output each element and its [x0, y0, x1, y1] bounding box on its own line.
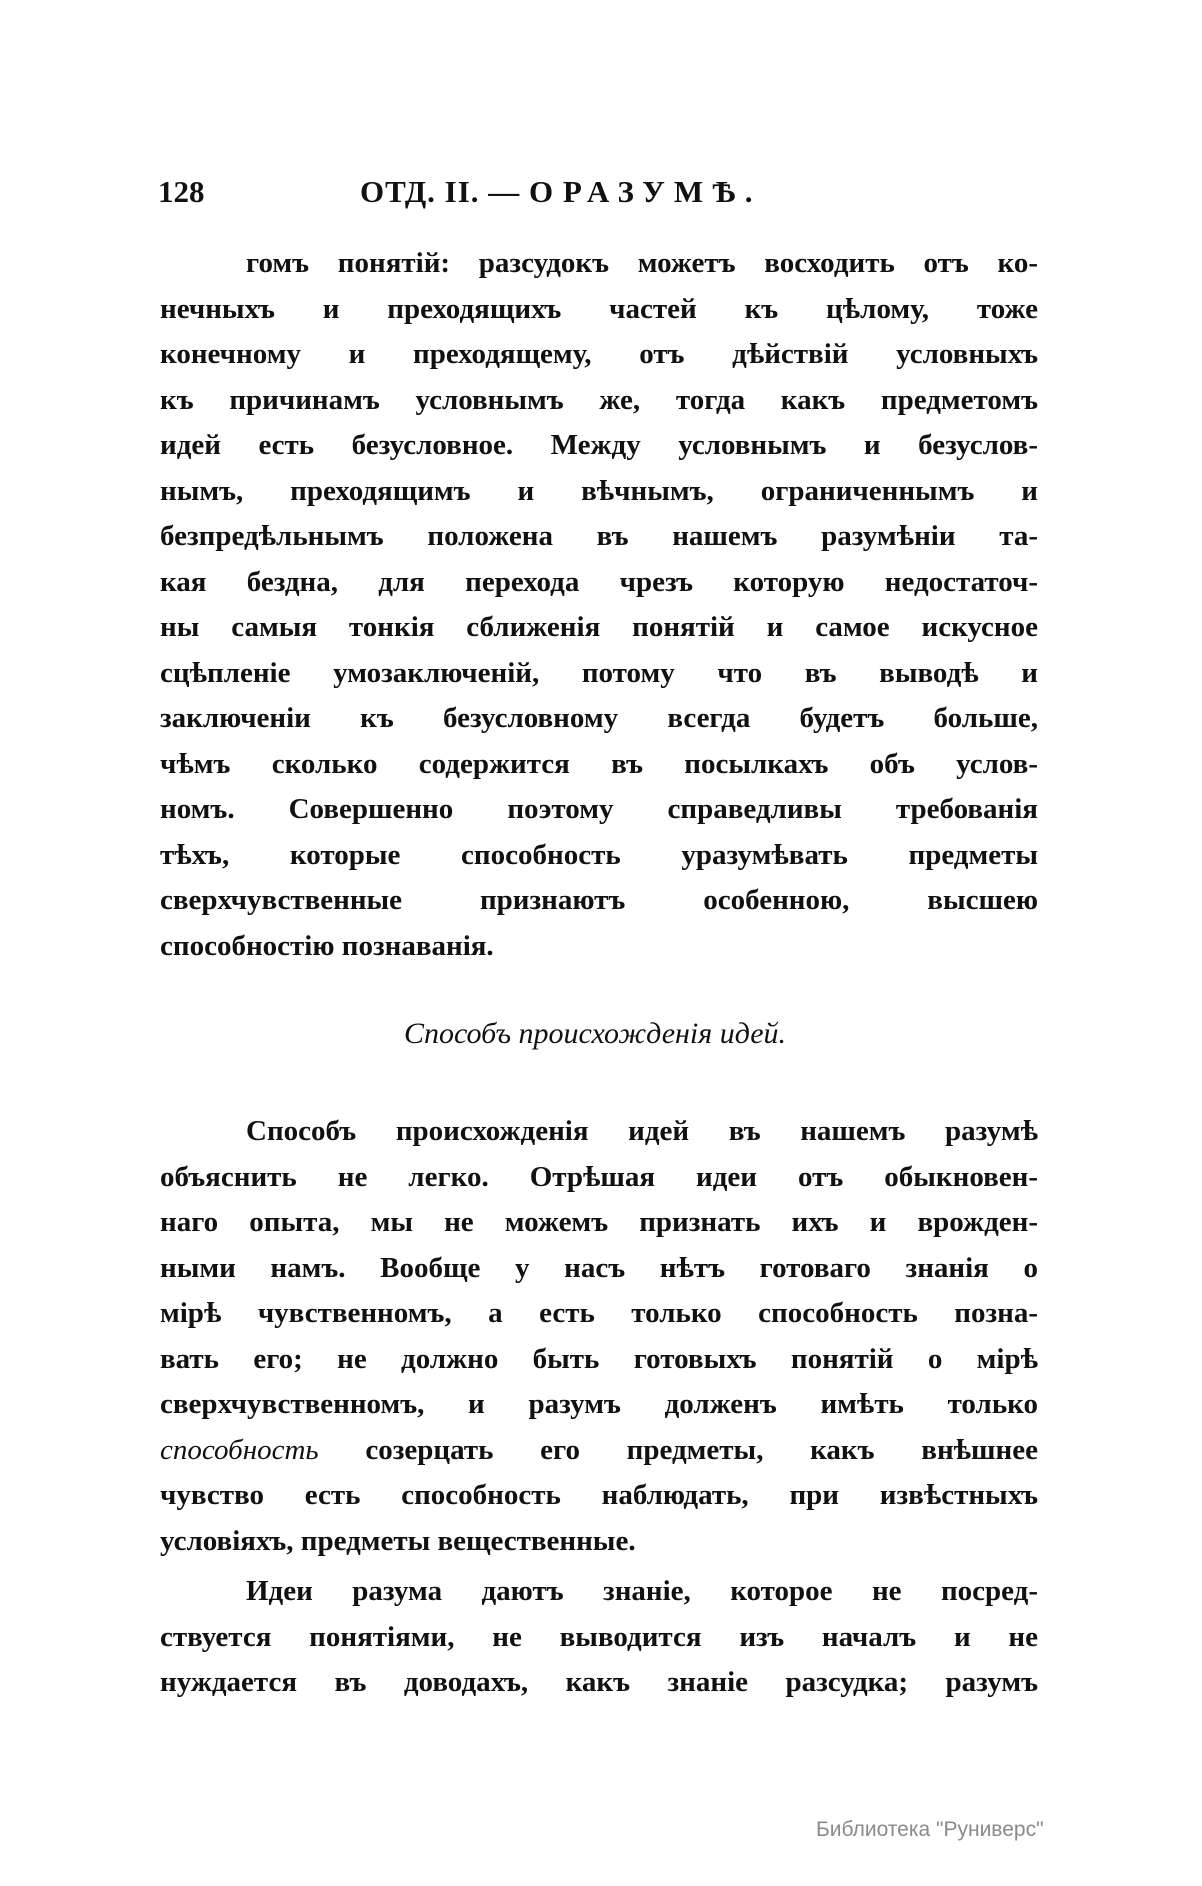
section-subheading	[0, 1014, 1202, 1054]
text-line: безпредѣльнымъ положена въ нашемъ разумѣніи та-	[160, 520, 1038, 552]
text-line: кая бездна, для перехода чрезъ которую недостаточ-	[160, 565, 1038, 598]
running-header-section: ОТД. II. — О	[360, 174, 555, 209]
text-line: сцѣпленіе умозаключеній, потому что въ выводѣ и	[160, 656, 1038, 689]
paragraph-3	[160, 1569, 1038, 1706]
emphasized-word: способность	[160, 1433, 319, 1466]
text-line: сверхчувственномъ, и разумъ долженъ имѣть только	[160, 1388, 1038, 1420]
text-line: къ причинамъ условнымъ же, тогда какъ предметомъ	[160, 383, 1038, 416]
text-line: вать его; не должно быть готовыхъ понятій о мірѣ	[160, 1342, 1038, 1375]
text-line: конечному и преходящему, отъ дѣйствій условныхъ	[160, 338, 1038, 370]
text-line: объяснить не легко. Отрѣшая идеи отъ обыкновен-	[160, 1160, 1038, 1193]
text-line: Идеи разума даютъ знаніе, которое не посред-	[246, 1575, 1038, 1607]
library-watermark: Библиотека "Руниверс"	[816, 1818, 1044, 1841]
running-header-title: РАЗУМѢ.	[562, 174, 762, 209]
paragraph-2	[160, 1109, 1038, 1564]
line-text: созерцать его предметы, какъ внѣшнее	[318, 1433, 1038, 1466]
text-line: нечныхъ и преходящихъ частей къ цѣлому, тоже	[160, 292, 1038, 325]
text-line: ны самыя тонкія сближенія понятій и самое искусное	[160, 611, 1038, 643]
text-line: наго опыта, мы не можемъ признать ихъ и врожден-	[160, 1206, 1038, 1238]
text-line: способностію познаванія.	[160, 929, 494, 962]
text-line: идей есть безусловное. Между условнымъ и безуслов-	[160, 429, 1038, 461]
text-line: заключеніи къ безусловному всегда будетъ больше,	[160, 702, 1038, 734]
paragraph-1	[160, 241, 1038, 969]
text-line: мірѣ чувственномъ, а есть только способность позна-	[160, 1297, 1038, 1329]
text-line: ными намъ. Вообще у насъ нѣтъ готоваго знанія о	[160, 1251, 1038, 1284]
text-line: чѣмъ сколько содержится въ посылкахъ объ услов-	[160, 747, 1038, 780]
text-line: сверхчувственные признаютъ особенною, высшею	[160, 884, 1038, 916]
text-line: чувство есть способность наблюдать, при извѣстныхъ	[160, 1479, 1038, 1511]
page-number: 128	[158, 174, 205, 209]
text-line: нымъ, преходящимъ и вѣчнымъ, ограниченнымъ и	[160, 474, 1038, 507]
text-line: ствуется понятіями, не выводится изъ началъ и не	[160, 1620, 1038, 1653]
section-subheading-text: Способъ происхожденія идей.	[403, 1017, 787, 1050]
text-line: номъ. Совершенно поэтому справедливы требованія	[160, 793, 1038, 825]
running-header	[360, 174, 762, 210]
text-line: нуждается въ доводахъ, какъ знаніе разсудка; разумъ	[160, 1666, 1038, 1698]
text-line: гомъ понятій: разсудокъ можетъ восходить отъ ко-	[246, 247, 1038, 279]
text-line: условіяхъ, предметы вещественные.	[160, 1524, 636, 1557]
text-line	[160, 1428, 1038, 1474]
text-line: Способъ происхожденія идей въ нашемъ разумѣ	[246, 1115, 1038, 1147]
text-line: тѣхъ, которые способность уразумѣвать предметы	[160, 838, 1038, 871]
